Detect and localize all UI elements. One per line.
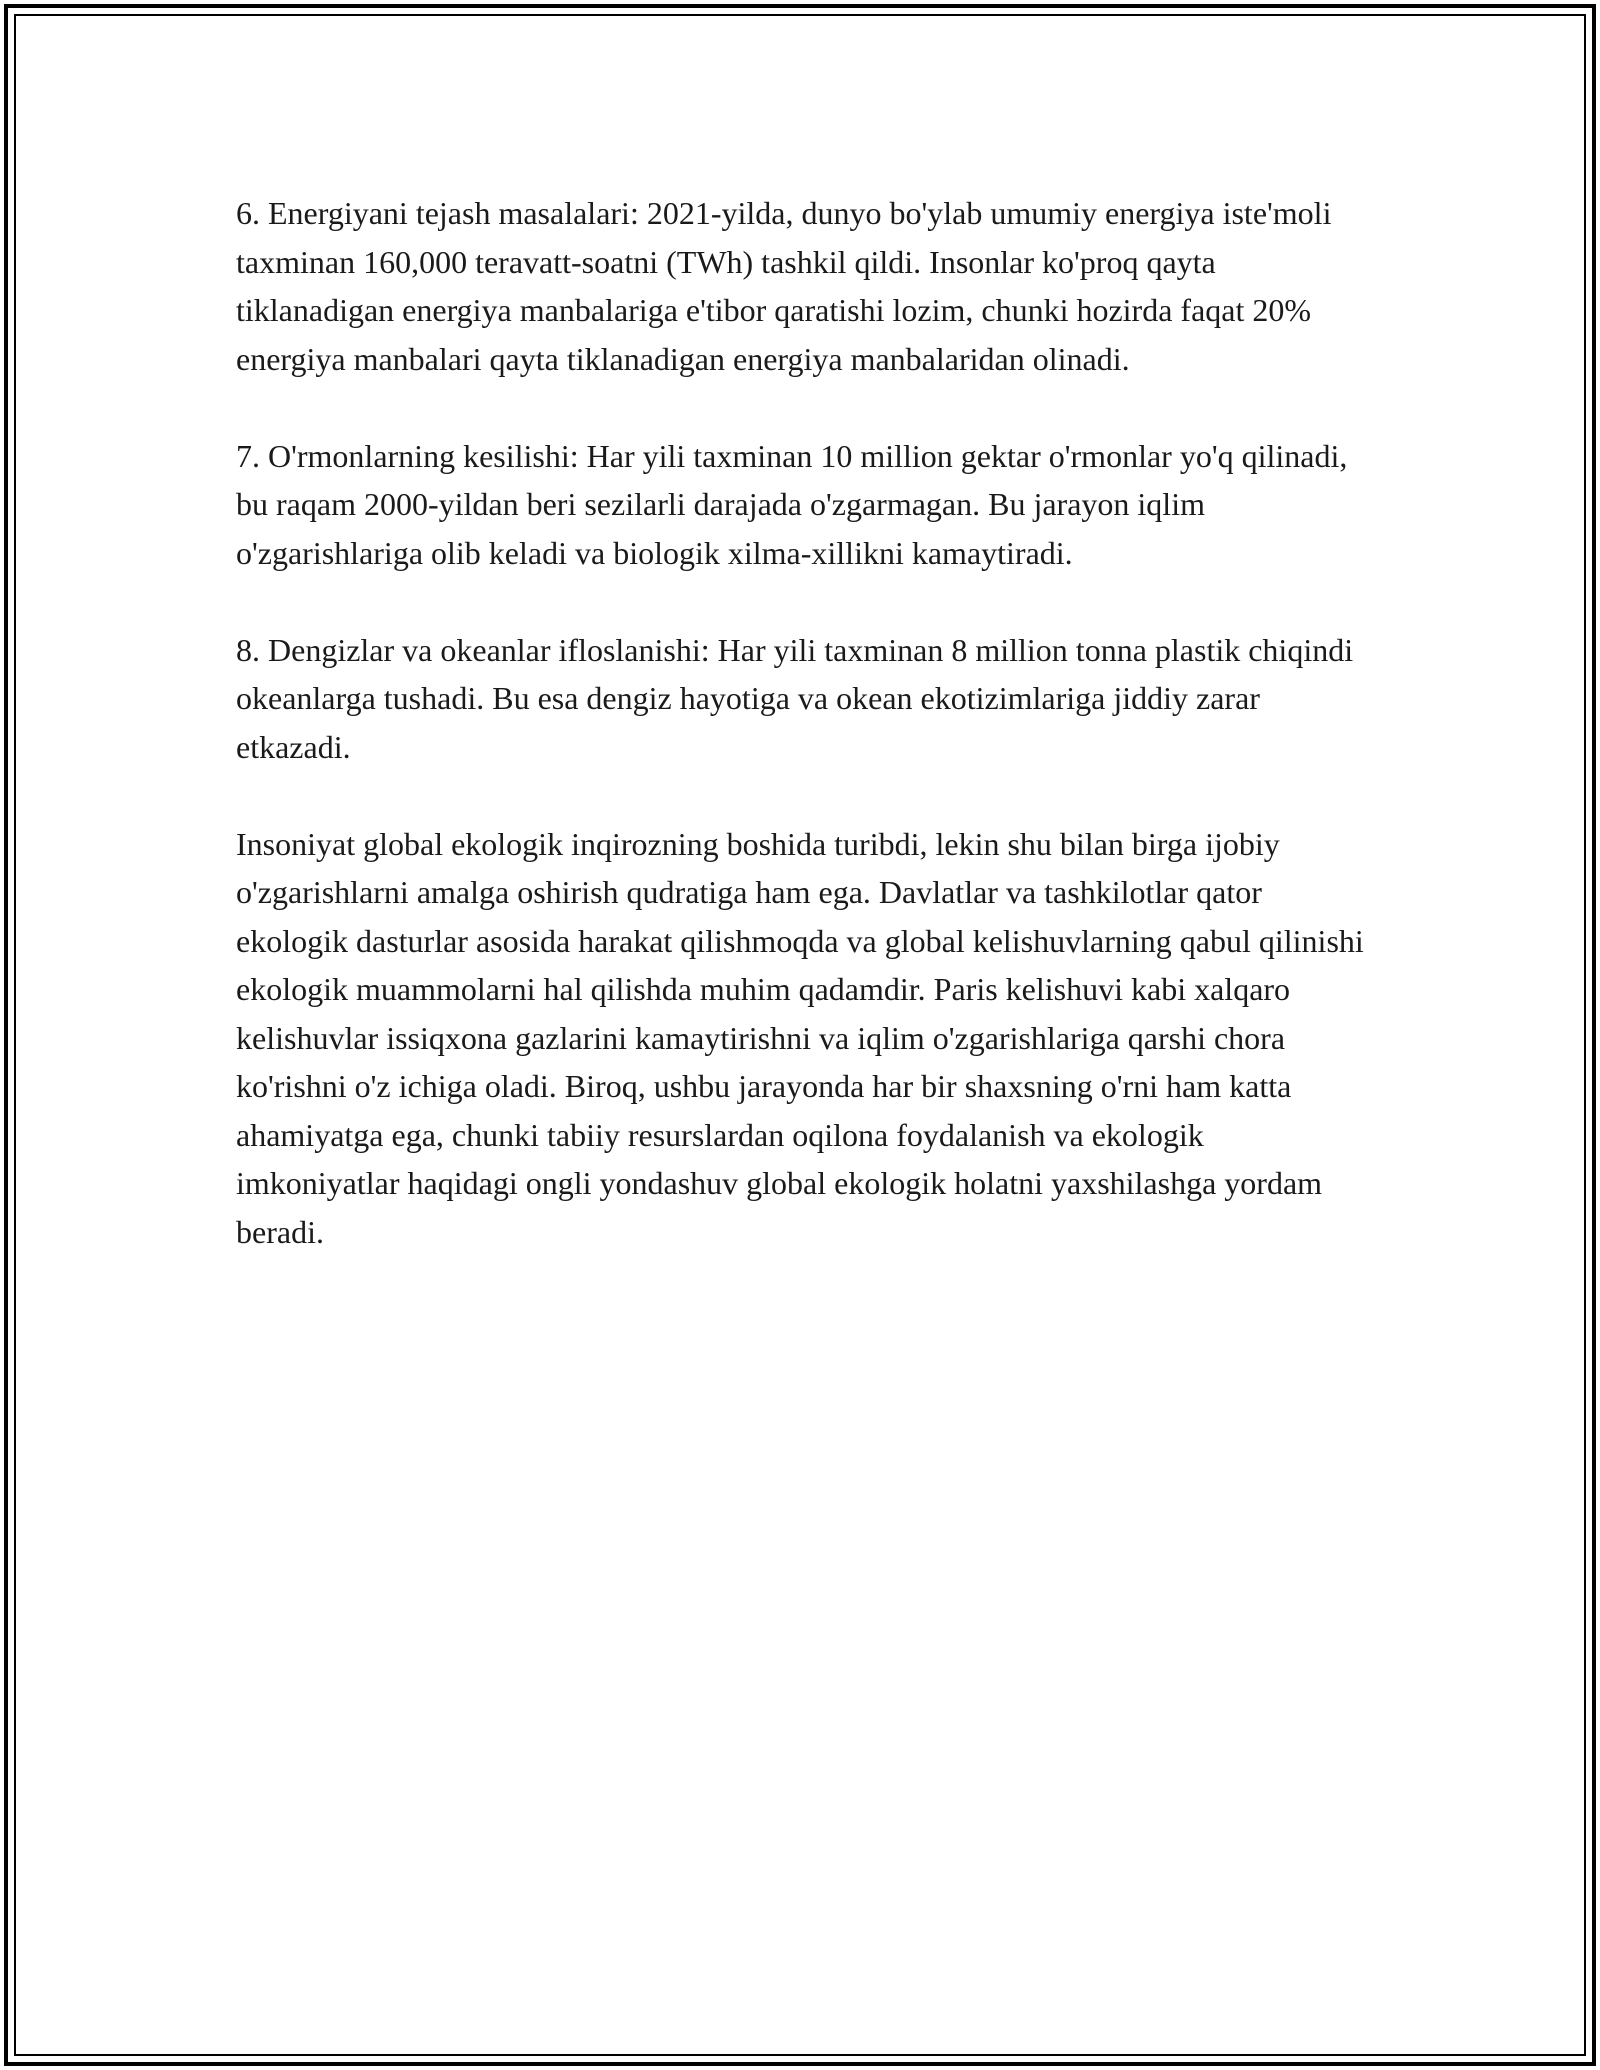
paragraph-deforestation: 7. O'rmonlarning kesilishi: Har yili taxminan 10 million gektar o'rmonlar yo'q qilinadi, bu raqam 2000-yildan beri sezilarli darajada o'zgarmagan. Bu jarayon iqlim o'zgarishlariga olib keladi va biologik xilma-xillikni kamaytiradi.	[236, 437, 1348, 571]
paragraph-conclusion: Insoniyat global ekologik inqirozning boshida turibdi, lekin shu bilan birga ijobiy o'zgarishlarni amalga oshirish qudratiga ham ega. Davlatlar va tashkilotlar qator ekologik dasturlar asosida harakat qilishmoqda va global kelishuvlarning qabul qilinishi ekologik muammolarni hal qilishda muhim qadamdir. Paris kelishuvi kabi xalqaro kelishuvlar issiqxona gazlarini kamaytirishni va iqlim o'zgarishlariga qarshi chora ko'rishni o'z ichiga oladi. Biroq, ushbu jarayonda har bir shaxsning o'rni ham katta ahamiyatga ega, chunki tabiiy resurslardan oqilona foydalanish va ekologik imkoniyatlar haqidagi ongli yondashuv global ekologik holatni yaxshilashga yordam beradi.	[236, 825, 1364, 1250]
paragraph-ocean-pollution: 8. Dengizlar va okeanlar ifloslanishi: Har yili taxminan 8 million tonna plastik chiqindi okeanlarga tushadi. Bu esa dengiz hayotiga va okean ekotizimlariga jiddiy zarar etkazadi.	[236, 631, 1354, 765]
document-body	[236, 189, 1366, 1305]
paragraph-energy-saving: 6. Energiyani tejash masalalari: 2021-yilda, dunyo bo'ylab umumiy energiya iste'moli taxminan 160,000 teravatt-soatni (TWh) tashkil qildi. Insonlar ko'proq qayta tiklanadigan energiya manbalariga e'tibor qaratishi lozim, chunki hozirda faqat 20% energiya manbalari qayta tiklanadigan energiya manbalaridan olinadi.	[236, 195, 1332, 377]
